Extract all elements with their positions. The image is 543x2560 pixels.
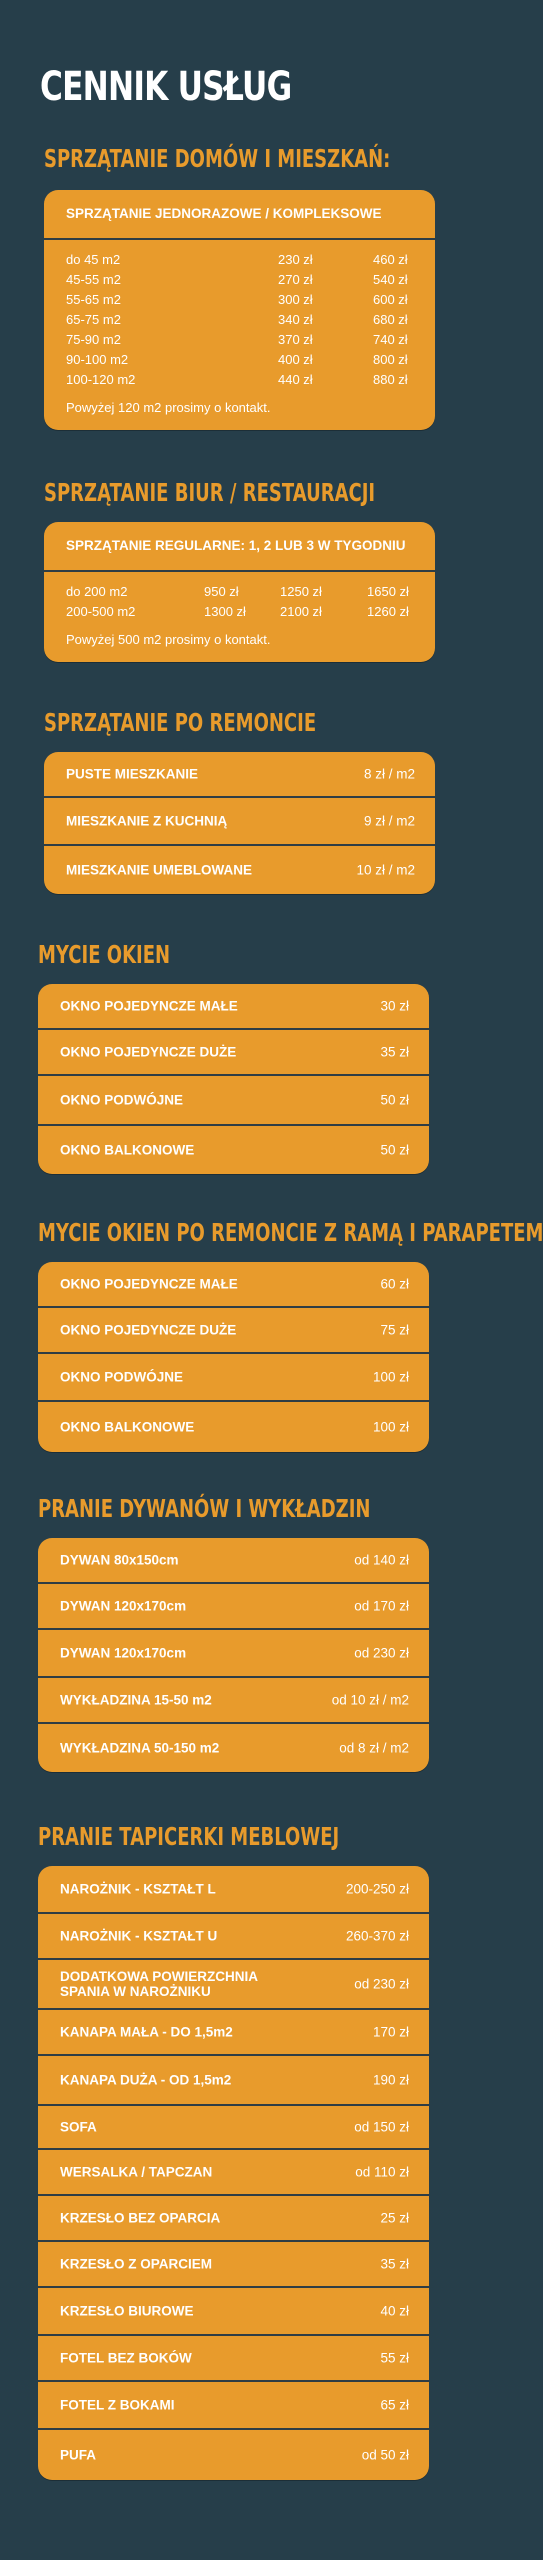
area-range: 90-100 m2 [66, 352, 129, 367]
service-price: 35 zł [380, 1044, 409, 1060]
price-row [66, 272, 413, 292]
price-list-item [38, 2106, 429, 2150]
area-range: 200-500 m2 [66, 604, 136, 619]
service-price: od 140 zł [354, 1552, 409, 1568]
service-label: WERSALKA / TAPCZAN [60, 2164, 213, 2180]
price-value: 270 zł [278, 272, 313, 287]
card-window-cleaning [38, 984, 429, 1174]
service-price: od 10 zł / m2 [331, 1692, 409, 1708]
service-label: OKNO POJEDYNCZE MAŁE [60, 998, 238, 1014]
price-list-item [38, 1866, 429, 1914]
price-list-item [38, 1678, 429, 1724]
service-price: od 150 zł [354, 2119, 409, 2135]
service-label: DYWAN 80x150cm [60, 1552, 179, 1568]
service-label: KRZESŁO Z OPARCIEM [60, 2256, 213, 2272]
price-list-item [38, 2430, 429, 2480]
section-title-upholstery: PRANIE TAPICERKI MEBLOWEJ [38, 1822, 340, 1851]
service-price: 260-370 zł [345, 1928, 409, 1944]
service-price: 190 zł [372, 2072, 409, 2088]
price-list-item [38, 984, 429, 1030]
section-title-renovation: SPRZĄTANIE PO REMONCIE [44, 708, 317, 737]
service-label: OKNO PODWÓJNE [60, 1092, 184, 1108]
service-label: MIESZKANIE Z KUCHNIĄ [66, 813, 228, 829]
section-title-houses: SPRZĄTANIE DOMÓW I MIESZKAŃ: [44, 144, 391, 173]
service-label: KRZESŁO BEZ OPARCIA [60, 2210, 221, 2226]
service-label: NAROŻNIK - KSZTAŁT U [60, 1928, 218, 1944]
section-title-offices: SPRZĄTANIE BIUR / RESTAURACJI [44, 478, 376, 507]
section-title-carpets: PRANIE DYWANÓW I WYKŁADZIN [38, 1494, 371, 1523]
card-renovation-cleaning [44, 752, 435, 894]
price-list-item [38, 1354, 429, 1402]
price-value: 740 zł [373, 332, 408, 347]
price-value: 300 zł [278, 292, 313, 307]
price-value: 460 zł [373, 252, 408, 267]
price-list-item [44, 752, 435, 798]
price-list-item [38, 2288, 429, 2336]
service-label: OKNO BALKONOWE [60, 1142, 195, 1158]
area-range: 65-75 m2 [66, 312, 121, 327]
price-value: 230 zł [278, 252, 313, 267]
price-row [66, 252, 413, 272]
card-header: SPRZĄTANIE JEDNORAZOWE / KOMPLEKSOWE [44, 190, 435, 240]
price-value: 1250 zł [280, 584, 322, 599]
card-upholstery-cleaning [38, 1866, 429, 2480]
service-label: DYWAN 120x170cm [60, 1645, 187, 1661]
service-price: od 230 zł [354, 1976, 409, 1992]
price-value: 1300 zł [204, 604, 246, 619]
price-list-item [38, 2150, 429, 2196]
area-range: 100-120 m2 [66, 372, 136, 387]
service-price: 25 zł [380, 2210, 409, 2226]
price-list-item [38, 1538, 429, 1584]
price-row [66, 604, 413, 624]
service-label: PUSTE MIESZKANIE [66, 766, 199, 782]
area-range: do 200 m2 [66, 584, 128, 599]
price-list-item [38, 1724, 429, 1772]
service-price: od 110 zł [355, 2164, 409, 2180]
service-label: OKNO PODWÓJNE [60, 1369, 184, 1385]
price-list-item [38, 1030, 429, 1076]
card-one-time-cleaning [44, 190, 435, 430]
service-label: NAROŻNIK - KSZTAŁT L [60, 1881, 216, 1897]
service-label: KANAPA DUŻA - OD 1,5m2 [60, 2072, 232, 2088]
price-row [66, 312, 413, 332]
price-list-item [38, 2242, 429, 2288]
area-range: 45-55 m2 [66, 272, 121, 287]
price-value: 1650 zł [367, 584, 409, 599]
service-label: KRZESŁO BIUROWE [60, 2303, 194, 2319]
service-price: 60 zł [380, 1276, 409, 1292]
service-label: OKNO POJEDYNCZE DUŻE [60, 1044, 237, 1060]
service-price: 40 zł [380, 2303, 409, 2319]
service-price: 200-250 zł [345, 1881, 409, 1897]
price-row [66, 372, 413, 392]
price-note: Powyżej 120 m2 prosimy o kontakt. [66, 400, 271, 415]
card-carpet-cleaning [38, 1538, 429, 1772]
price-list-item [44, 846, 435, 894]
price-value: 950 zł [204, 584, 239, 599]
price-value: 440 zł [278, 372, 313, 387]
service-label: KANAPA MAŁA - DO 1,5m2 [60, 2024, 233, 2040]
service-label: WYKŁADZINA 15-50 m2 [60, 1692, 212, 1708]
service-price: od 230 zł [354, 1645, 409, 1661]
card-regular-cleaning [44, 522, 435, 662]
service-price: 30 zł [380, 998, 409, 1014]
section-title-windows-renovation: MYCIE OKIEN PO REMONCIE Z RAMĄ I PARAPETEM [38, 1218, 543, 1247]
price-list-item [38, 2196, 429, 2242]
price-row [66, 332, 413, 352]
price-table [66, 584, 413, 624]
price-table [66, 252, 413, 392]
price-value: 340 zł [278, 312, 313, 327]
service-price: 170 zł [372, 2024, 409, 2040]
service-price: 10 zł / m2 [356, 862, 415, 878]
price-list-item [38, 1630, 429, 1678]
price-value: 680 zł [373, 312, 408, 327]
price-row [66, 584, 413, 604]
price-list-item [44, 798, 435, 846]
price-list-item [38, 1402, 429, 1452]
service-label: PUFA [60, 2447, 97, 2463]
card-window-renovation [38, 1262, 429, 1452]
price-value: 370 zł [278, 332, 313, 347]
price-value: 2100 zł [280, 604, 322, 619]
service-price: 9 zł / m2 [363, 813, 415, 829]
price-value: 800 zł [373, 352, 408, 367]
service-price: 55 zł [380, 2350, 409, 2366]
area-range: do 45 m2 [66, 252, 121, 267]
price-list-item [38, 1126, 429, 1174]
price-list-item [38, 1308, 429, 1354]
service-price: 75 zł [380, 1322, 409, 1338]
price-list-item [38, 2382, 429, 2430]
service-price: 100 zł [372, 1419, 409, 1435]
price-list-item [38, 1960, 429, 2010]
service-label: DODATKOWA POWIERZCHNIA SPANIA W NAROŻNIKU [60, 1969, 258, 1999]
service-price: od 50 zł [361, 2447, 409, 2463]
price-list-item [38, 1584, 429, 1630]
service-price: 65 zł [380, 2397, 409, 2413]
price-row [66, 292, 413, 312]
service-label: OKNO POJEDYNCZE MAŁE [60, 1276, 238, 1292]
price-note: Powyżej 500 m2 prosimy o kontakt. [66, 632, 271, 647]
service-price: 35 zł [380, 2256, 409, 2272]
price-list-item [38, 1076, 429, 1126]
service-label: WYKŁADZINA 50-150 m2 [60, 1740, 220, 1756]
service-label: SOFA [60, 2119, 97, 2135]
price-value: 880 zł [373, 372, 408, 387]
service-price: 100 zł [372, 1369, 409, 1385]
price-list-item [38, 2336, 429, 2382]
price-value: 1260 zł [367, 604, 409, 619]
service-label: FOTEL Z BOKAMI [60, 2397, 175, 2413]
price-list-item [38, 2010, 429, 2056]
price-list-item [38, 1914, 429, 1960]
service-price: 8 zł / m2 [363, 766, 415, 782]
area-range: 75-90 m2 [66, 332, 121, 347]
area-range: 55-65 m2 [66, 292, 121, 307]
card-header: SPRZĄTANIE REGULARNE: 1, 2 LUB 3 W TYGODNIU [44, 522, 435, 572]
page-title: CENNIK USŁUG [40, 64, 292, 110]
service-label: OKNO POJEDYNCZE DUŻE [60, 1322, 237, 1338]
section-title-windows: MYCIE OKIEN [38, 940, 171, 969]
price-value: 540 zł [373, 272, 408, 287]
service-label: FOTEL BEZ BOKÓW [60, 2350, 192, 2366]
price-list-item [38, 2056, 429, 2106]
price-value: 600 zł [373, 292, 408, 307]
price-row [66, 352, 413, 372]
service-label: OKNO BALKONOWE [60, 1419, 195, 1435]
service-price: 50 zł [380, 1142, 409, 1158]
service-price: od 8 zł / m2 [339, 1740, 409, 1756]
price-list-item [38, 1262, 429, 1308]
service-price: 50 zł [380, 1092, 409, 1108]
price-value: 400 zł [278, 352, 313, 367]
service-label: DYWAN 120x170cm [60, 1598, 187, 1614]
service-label: MIESZKANIE UMEBLOWANE [66, 862, 253, 878]
service-price: od 170 zł [354, 1598, 409, 1614]
